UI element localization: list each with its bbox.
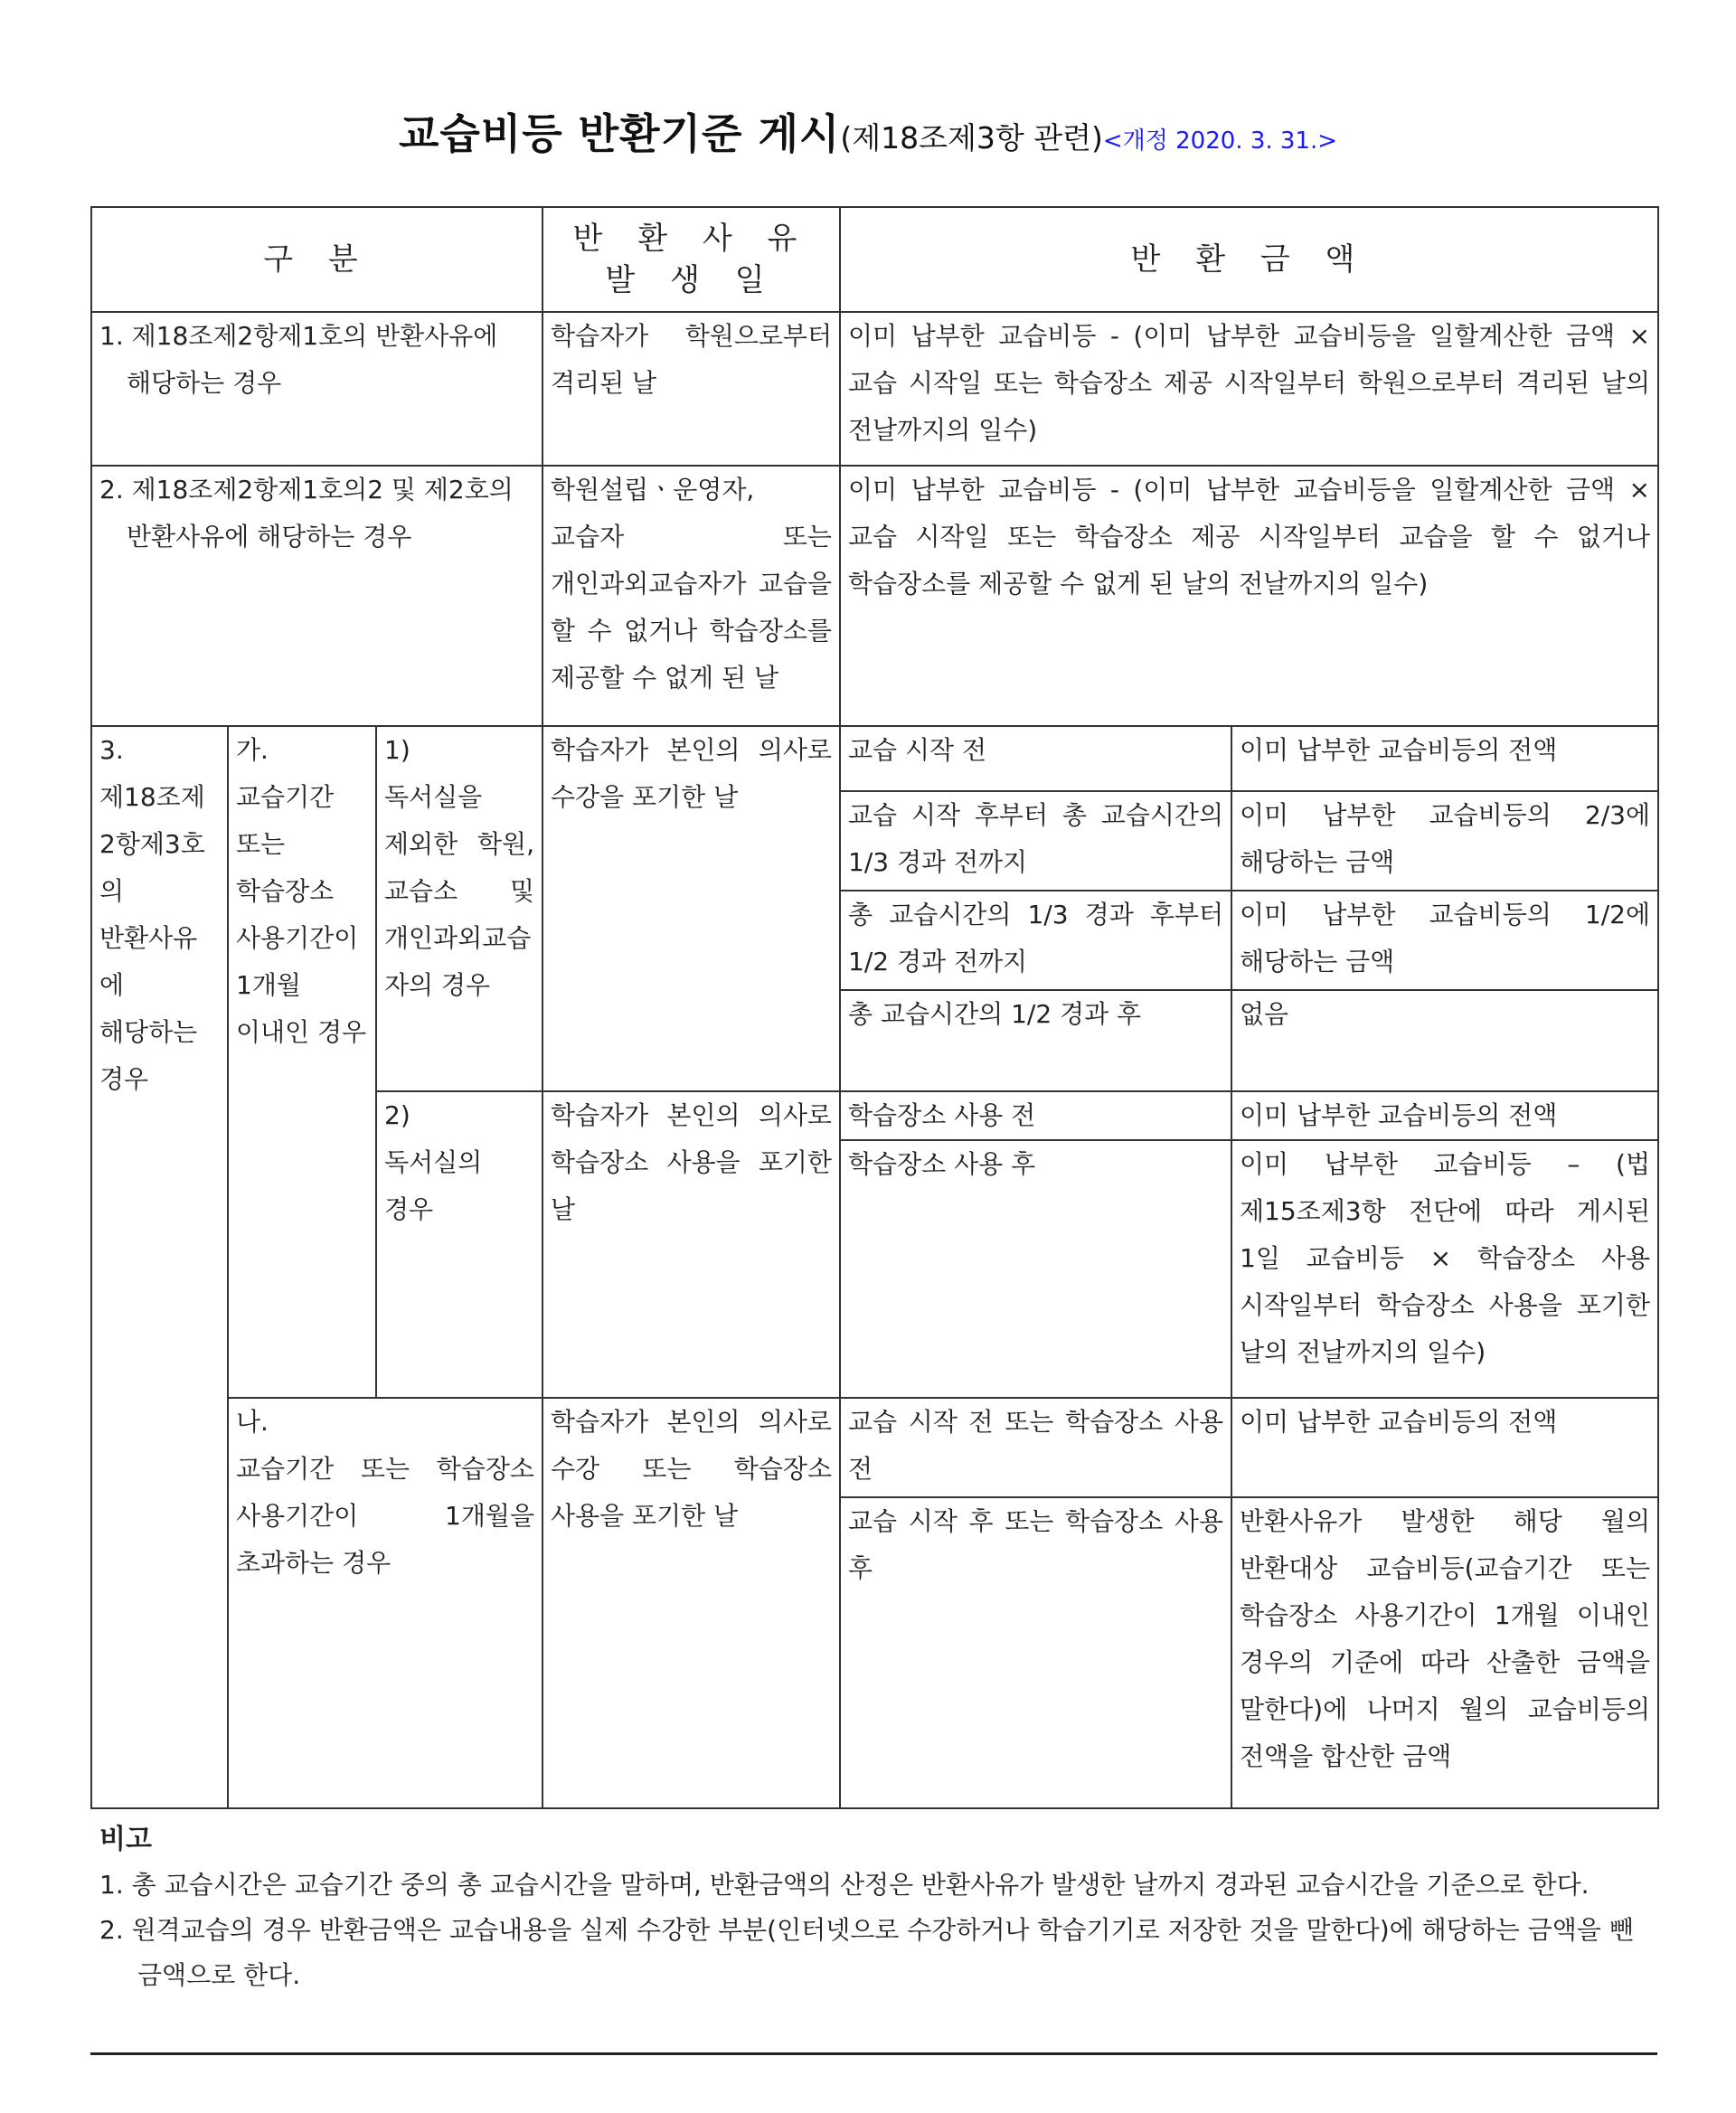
notes-title: 비고 [99,1824,152,1855]
ga-sub2 [376,1091,542,1398]
sub2-text: 독서실의 경우 [384,1147,483,1224]
ga-label: 가. [236,735,269,765]
refund-criteria-table [90,206,1659,1809]
na-text: 교습기간 또는 학습장소 사용기간이 1개월을 초과하는 경우 [236,1454,534,1578]
sub1-when: 교습 시작 전 [840,726,1231,791]
na-amount: 이미 납부한 교습비등의 전액 [1231,1398,1658,1497]
page-title [0,101,1736,161]
note-item: 2. 원격교습의 경우 반환금액은 교습내용을 실제 수강한 부분(인터넷으로 수강하거나 학습기기로 저장한 것을 말한다)에 해당하는 금액을 뺀 금액으로 한다. [99,1915,1634,1990]
sub1-amount: 이미 납부한 교습비등의 2/3에 해당하는 금액 [1231,791,1658,891]
sub1-reason: 학습자가 본인의 의사로 수강을 포기한 날 [542,726,840,1091]
row1-category: 1. 제18조제2항제1호의 반환사유에 해당하는 경우 [91,312,542,466]
ga-text: 교습기간 또는 학습장소 사용기간이 1개월 이내인 경우 [236,782,367,1047]
sub1-amount: 이미 납부한 교습비등의 전액 [1231,726,1658,791]
header-amount: 반 환 금 액 [840,207,1658,312]
title-main: 교습비등 반환기준 게시 [398,109,841,158]
na-label: 나. [236,1407,269,1437]
note-item: 1. 총 교습시간은 교습기간 중의 총 교습시간을 말하며, 반환금액의 산정은 반환사유가 발생한 날까지 경과된 교습시간을 기준으로 한다. [99,1870,1590,1900]
sub1-when: 총 교습시간의 1/3 경과 후부터 1/2 경과 전까지 [840,891,1231,990]
table-row [91,1398,1658,1497]
notes-section [99,1817,1655,1998]
row3-ga [228,726,376,1398]
row2-amount: 이미 납부한 교습비등 - (이미 납부한 교습비등을 일할계산한 금액 × 교습 시작일 또는 학습장소 제공 시작일부터 교습을 할 수 없거나 학습장소를 제공할 수 없게 된 날의 전날까지의 일수) [840,466,1658,726]
sub1-amount: 이미 납부한 교습비등의 1/2에 해당하는 금액 [1231,891,1658,990]
header-reason-line1: 반 환 사 유 [572,221,810,257]
header-reason [542,207,840,312]
row3-category: 3. 제18조제2항제3호의 반환사유에 해당하는 경우 [91,726,228,1808]
revision-note: <개정 2020. 3. 31.> [1102,127,1338,155]
ga-sub1 [376,726,542,1091]
header-row [91,207,1658,312]
sub2-amount: 이미 납부한 교습비등의 전액 [1231,1091,1658,1140]
row2-reason: 학원설립ㆍ운영자, 교습자 또는 개인과외교습자가 교습을 할 수 없거나 학습장소를 제공할 수 없게 된 날 [542,466,840,726]
header-category: 구 분 [91,207,542,312]
header-reason-line2: 발 생 일 [605,262,778,298]
table-row [91,726,1658,791]
na-when: 교습 시작 후 또는 학습장소 사용 후 [840,1497,1231,1808]
bottom-divider [90,2052,1657,2055]
sub1-text: 독서실을 제외한 학원, 교습소 및 개인과외교습자의 경우 [384,782,534,1000]
sub1-when: 총 교습시간의 1/2 경과 후 [840,990,1231,1091]
table-row [91,466,1658,726]
na-when: 교습 시작 전 또는 학습장소 사용 전 [840,1398,1231,1497]
na-amount: 반환사유가 발생한 해당 월의 반환대상 교습비등(교습기간 또는 학습장소 사용기간이 1개월 이내인 경우의 기준에 따라 산출한 금액을 말한다)에 나머지 월의 교습비등의 전액을 합산한 금액 [1231,1497,1658,1808]
table-row [91,312,1658,466]
na-reason: 학습자가 본인의 의사로 수강 또는 학습장소 사용을 포기한 날 [542,1398,840,1808]
sub1-amount: 없음 [1231,990,1658,1091]
sub1-when: 교습 시작 후부터 총 교습시간의 1/3 경과 전까지 [840,791,1231,891]
sub1-label: 1) [384,735,410,765]
sub2-amount: 이미 납부한 교습비등 – (법 제15조제3항 전단에 따라 게시된 1일 교습비등 × 학습장소 사용 시작일부터 학습장소 사용을 포기한 날의 전날까지의 일수) [1231,1140,1658,1398]
sub2-reason: 학습자가 본인의 의사로 학습장소 사용을 포기한 날 [542,1091,840,1398]
row2-category: 2. 제18조제2항제1호의2 및 제2호의 반환사유에 해당하는 경우 [91,466,542,726]
row1-reason: 학습자가 학원으로부터 격리된 날 [542,312,840,466]
sub2-label: 2) [384,1100,410,1130]
sub2-when: 학습장소 사용 후 [840,1140,1231,1398]
row1-amount: 이미 납부한 교습비등 - (이미 납부한 교습비등을 일할계산한 금액 × 교습 시작일 또는 학습장소 제공 시작일부터 학원으로부터 격리된 날의 전날까지의 일수) [840,312,1658,466]
sub2-when: 학습장소 사용 전 [840,1091,1231,1140]
row3-na [228,1398,542,1808]
title-subtitle: (제18조제3항 관련) [840,120,1103,156]
